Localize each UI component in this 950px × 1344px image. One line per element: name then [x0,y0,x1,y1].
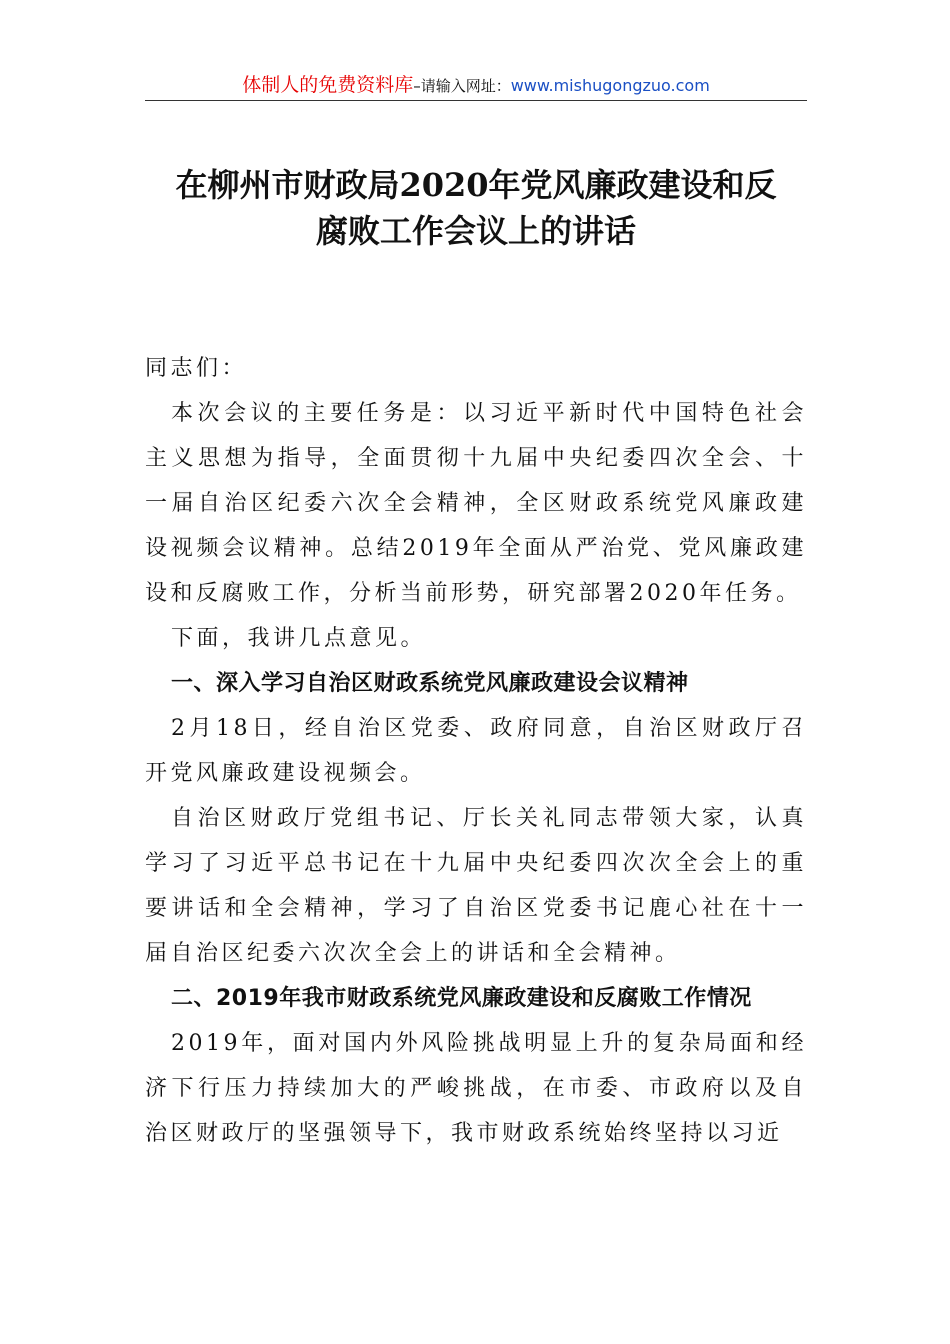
title-line-1: 在柳州市财政局2020年党风廉政建设和反 [175,166,777,204]
paragraph: 下面，我讲几点意见。 [171,626,427,651]
section-heading-2: 二、2019年我市财政系统党风廉政建设和反腐败工作情况 [171,986,752,1011]
section-heading-1: 一、深入学习自治区财政系统党风廉政建设会议精神 [171,671,689,696]
paragraph: 2月18日，经自治区党委、政府同意，自治区财政厅召开党风廉政建设视频会。 [145,716,807,786]
document-body [145,346,807,1156]
salutation: 同志们： [145,356,248,381]
paragraph: 自治区财政厅党组书记、厅长关礼同志带领大家，认真学习了习近平总书记在十九届中央纪委四次次全会上的重要讲话和全会精神，学习了自治区党委书记鹿心社在十一届自治区纪委六次次全会上的讲话和全会精神。 [145,806,807,966]
page-header [145,70,807,101]
header-separator: –请输入网址： [413,77,511,95]
document-title [145,162,807,254]
title-line-2: 腐败工作会议上的讲话 [315,212,636,250]
header-url-link[interactable]: www.mishugongzuo.com [510,76,710,95]
paragraph: 2019年，面对国内外风险挑战明显上升的复杂局面和经济下行压力持续加大的严峻挑战，在市委、市政府以及自治区财政厅的坚强领导下，我市财政系统始终坚持以习近 [145,1031,807,1146]
header-brand: 体制人的免费资料库 [242,74,414,96]
paragraph: 本次会议的主要任务是：以习近平新时代中国特色社会主义思想为指导，全面贯彻十九届中央纪委四次全会、十一届自治区纪委六次全会精神，全区财政系统党风廉政建设视频会议精神。总结2019年全面从严治党、党风廉政建设和反腐败工作，分析当前形势，研究部署2020年任务。 [145,401,807,606]
